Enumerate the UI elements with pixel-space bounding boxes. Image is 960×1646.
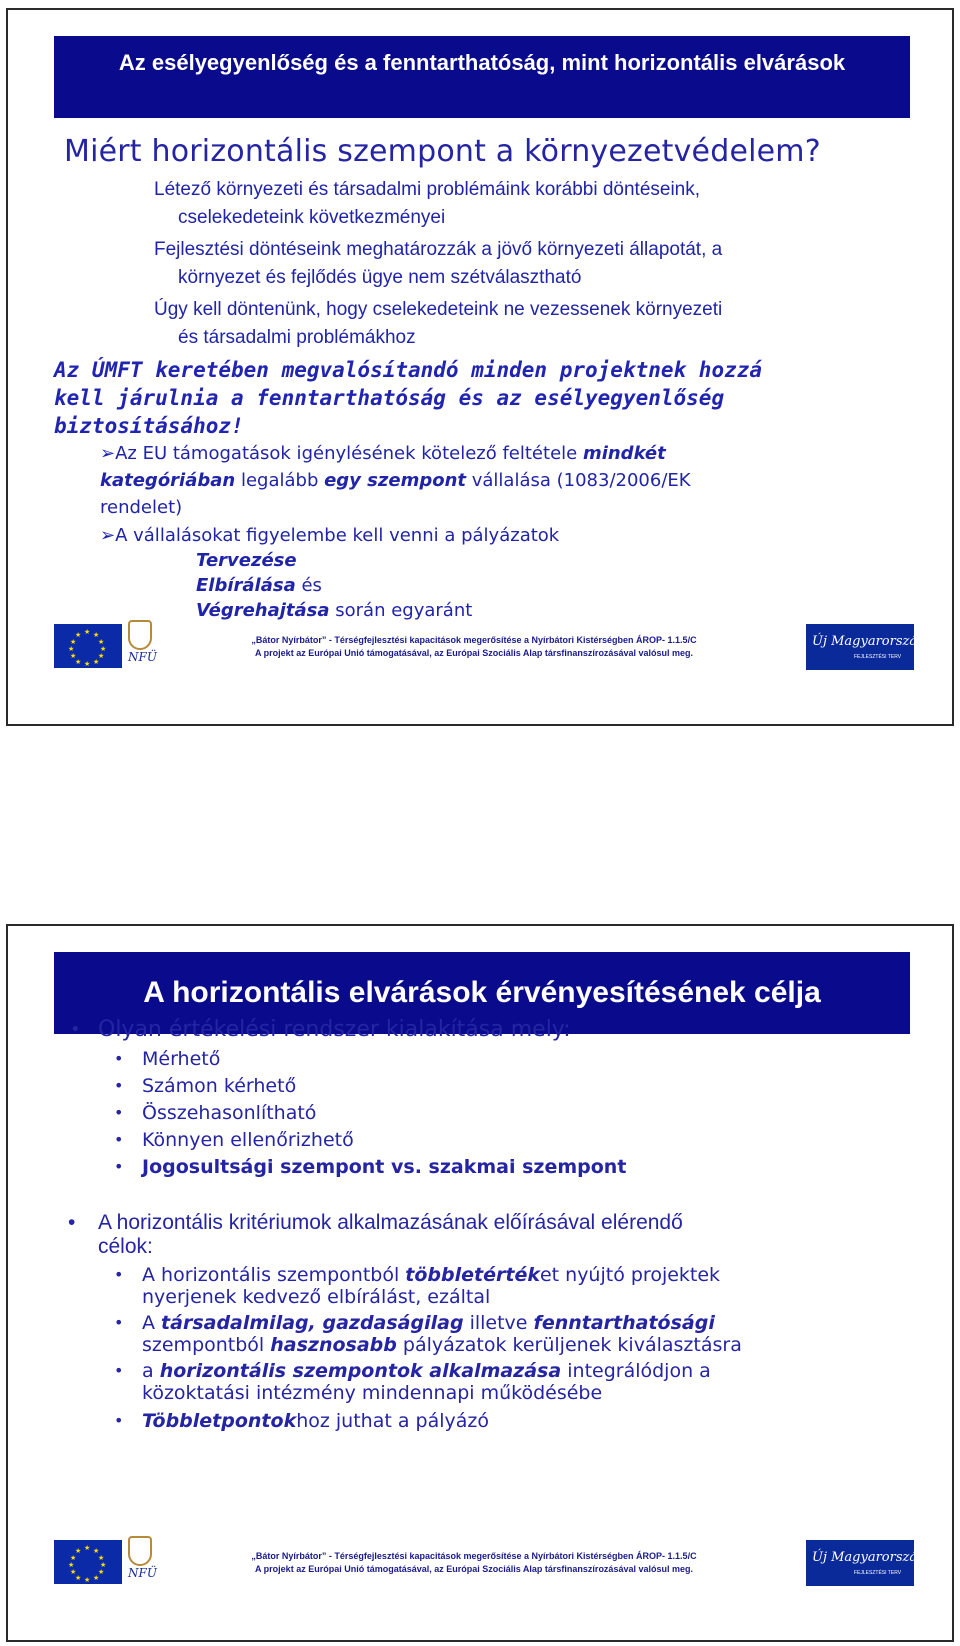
- goal-1-text: [114, 1264, 814, 1308]
- point-2: [154, 236, 894, 292]
- crest-icon: [128, 1536, 152, 1566]
- sub-item-bold: Végrehajtása: [196, 600, 330, 621]
- crest-icon: [128, 620, 152, 650]
- slide-1-title: Az esélyegyenlőség és a fenntarthatóság, mint horizontális elvárások: [54, 36, 910, 118]
- goal-3-c: integrálódjon a: [561, 1360, 711, 1382]
- sub-item-rest: és: [295, 575, 322, 596]
- um-sub-label: FEJLESZTÉSI TERV: [854, 654, 902, 660]
- criterion-item: [114, 1156, 814, 1178]
- criterion-text: Mérhető: [142, 1048, 221, 1070]
- intro-text: Olyan értékelési rendszer kialakítása mely:: [98, 1017, 571, 1042]
- footer-line-2: A projekt az Európai Unió támogatásával, az Európai Szociális Alap társfinanszírozásával valósul meg.: [255, 1564, 693, 1574]
- criterion-item: [114, 1129, 814, 1151]
- goal-2-a: A: [142, 1312, 162, 1334]
- arrow-1-part-g: rendelet): [100, 497, 183, 518]
- goal-3-d: közoktatási intézmény mindennapi működésébe: [142, 1382, 603, 1404]
- arrow-1-part-f: vállalása (1083/2006/EK: [466, 470, 691, 491]
- goals-heading-line-2: célok:: [98, 1235, 153, 1258]
- point-3-line-1: Úgy kell döntenünk, hogy cselekedeteink ne vezessenek környezeti: [154, 299, 723, 320]
- goal-2-text: [114, 1312, 814, 1356]
- bullet-dot-icon: •: [114, 1130, 124, 1149]
- nfu-logo: [124, 1536, 174, 1586]
- arrow-2-text: A vállalásokat figyelembe kell venni a pályázatok: [115, 525, 560, 546]
- goal-1-d: nyerjenek kedvező elbírálást, ezáltal: [142, 1286, 491, 1308]
- criterion-item: [114, 1075, 814, 1097]
- arrow-1-bold-c: kategóriában: [100, 470, 236, 491]
- point-2-line-2: környezet és fejlődés ügye nem szétválasztható: [178, 267, 582, 288]
- footer-text: [214, 1550, 734, 1576]
- arrow-1-bold-e: egy szempont: [324, 470, 467, 491]
- bullet-dot-icon: •: [114, 1157, 124, 1176]
- arrow-1-part-a: Az EU támogatások igénylésének kötelező feltétele: [115, 443, 583, 464]
- footer-text: [214, 634, 734, 660]
- bullet-dot-icon: •: [114, 1411, 124, 1430]
- arrow-marker-icon: ➢: [100, 525, 116, 546]
- goal-2-b: társadalmilag, gazdaságilag: [161, 1312, 464, 1334]
- nfu-label: NFÜ: [128, 1566, 157, 1580]
- nfu-label: NFÜ: [128, 650, 157, 664]
- goals-heading: [68, 1211, 834, 1259]
- goal-item-4: [114, 1410, 814, 1432]
- bullet-dot-icon: •: [114, 1049, 124, 1068]
- arrow-item-1: [100, 440, 820, 521]
- arrow-1-bold-b: mindkét: [582, 443, 666, 464]
- goal-4-c: hoz juthat a pályázó: [296, 1410, 489, 1432]
- sub-item-bold: Elbírálása: [196, 575, 296, 596]
- goal-3-text: [114, 1360, 814, 1404]
- goal-4-text: [114, 1410, 814, 1432]
- goal-2-f: hasznosabb: [270, 1334, 397, 1356]
- sub-item-elbiralasa: [196, 573, 322, 599]
- goal-2-e: szempontból: [142, 1334, 271, 1356]
- goal-2-g: pályázatok kerüljenek kiválasztásra: [396, 1334, 742, 1356]
- um-label: Új Magyarország: [812, 1550, 926, 1565]
- goal-item-2: [114, 1312, 814, 1356]
- slide-2-title: A horizontális elvárások érvényesítésének célja: [54, 952, 910, 1034]
- bullet-dot-icon: •: [68, 1211, 76, 1234]
- criterion-item: [114, 1102, 814, 1124]
- uj-magyarorszag-logo: [806, 1540, 926, 1586]
- sub-item-tervezese: [196, 548, 297, 574]
- slide-1-subtitle: Miért horizontális szempont a környezetvédelem?: [64, 134, 821, 169]
- emphasis-block: [54, 356, 914, 440]
- point-1-line-1: Létező környezeti és társadalmi problémáink korábbi döntéseink,: [154, 179, 701, 200]
- bullet-dot-icon: •: [114, 1103, 124, 1122]
- sub-item-bold: Tervezése: [196, 550, 297, 571]
- bullet-dot-icon: •: [114, 1361, 124, 1380]
- point-2-line-1: Fejlesztési döntéseink meghatározzák a jövő környezeti állapotát, a: [154, 239, 723, 260]
- bullet-dot-icon: •: [70, 1019, 81, 1040]
- arrow-1-part-d: legalább: [235, 470, 325, 491]
- criterion-text: Összehasonlítható: [142, 1102, 317, 1124]
- slide-2: [6, 924, 954, 1642]
- emphasis-line-1: Az ÚMFT keretében megvalósítandó minden projektnek hozzá: [54, 358, 763, 382]
- goal-3-b: horizontális szempontok alkalmazása: [159, 1360, 562, 1382]
- emphasis-line-3: biztosításához!: [54, 414, 244, 438]
- goal-item-1: [114, 1264, 814, 1308]
- um-sub-label: FEJLESZTÉSI TERV: [854, 1570, 902, 1576]
- eu-stars-icon: ★ ★ ★ ★ ★ ★ ★ ★ ★ ★ ★ ★: [68, 629, 107, 668]
- eu-flag-icon: [54, 1540, 122, 1584]
- arrow-item-2: [100, 522, 820, 549]
- goal-1-a: A horizontális szempontból: [142, 1264, 406, 1286]
- slide-1: [6, 8, 954, 726]
- intro-bullet: [70, 1017, 571, 1042]
- criterion-text: Számon kérhető: [142, 1075, 297, 1097]
- goal-2-c: illetve: [463, 1312, 534, 1334]
- point-3: [154, 296, 894, 352]
- eu-stars-icon: ★ ★ ★ ★ ★ ★ ★ ★ ★ ★ ★ ★: [68, 1545, 107, 1584]
- footer-line-2: A projekt az Európai Unió támogatásával, az Európai Szociális Alap társfinanszírozásával valósul meg.: [255, 648, 693, 658]
- slide-2-footer: [54, 1536, 926, 1586]
- goal-4-b: Többletpontok: [142, 1410, 297, 1432]
- goal-1-b: többletérték: [405, 1264, 540, 1286]
- uj-magyarorszag-logo: [806, 624, 926, 670]
- emphasis-line-2: kell járulnia a fenntarthatóság és az esélyegyenlőség: [54, 386, 725, 410]
- criterion-text: Könnyen ellenőrizhető: [142, 1129, 354, 1151]
- sub-item-rest: során egyaránt: [329, 600, 473, 621]
- footer-line-1: „Bátor Nyírbátor” - Térségfejlesztési kapacitások megerősítése a Nyírbátori Kistérségben ÁROP- 1.1.5/C: [251, 1551, 697, 1561]
- goal-3-a: a: [142, 1360, 160, 1382]
- goal-2-d: fenntarthatósági: [533, 1312, 715, 1334]
- nfu-logo: [124, 620, 174, 670]
- criterion-text: Jogosultsági szempont vs. szakmai szempont: [142, 1156, 627, 1178]
- slide-1-footer: [54, 620, 926, 670]
- bullet-dot-icon: •: [114, 1076, 124, 1095]
- point-1: [154, 176, 894, 232]
- bullet-dot-icon: •: [114, 1265, 124, 1284]
- point-3-line-2: és társadalmi problémákhoz: [178, 327, 416, 348]
- point-1-line-2: cselekedeteink következményei: [178, 207, 446, 228]
- goal-1-c: et nyújtó projektek: [539, 1264, 721, 1286]
- eu-flag-icon: [54, 624, 122, 668]
- criterion-item: [114, 1048, 814, 1070]
- um-label: Új Magyarország: [812, 634, 926, 649]
- arrow-marker-icon: ➢: [100, 443, 116, 464]
- footer-line-1: „Bátor Nyírbátor” - Térségfejlesztési kapacitások megerősítése a Nyírbátori Kistérségben ÁROP- 1.1.5/C: [251, 635, 697, 645]
- bullet-dot-icon: •: [114, 1313, 124, 1332]
- goals-heading-line-1: A horizontális kritériumok alkalmazásának előírásával elérendő: [98, 1211, 683, 1234]
- goal-item-3: [114, 1360, 814, 1404]
